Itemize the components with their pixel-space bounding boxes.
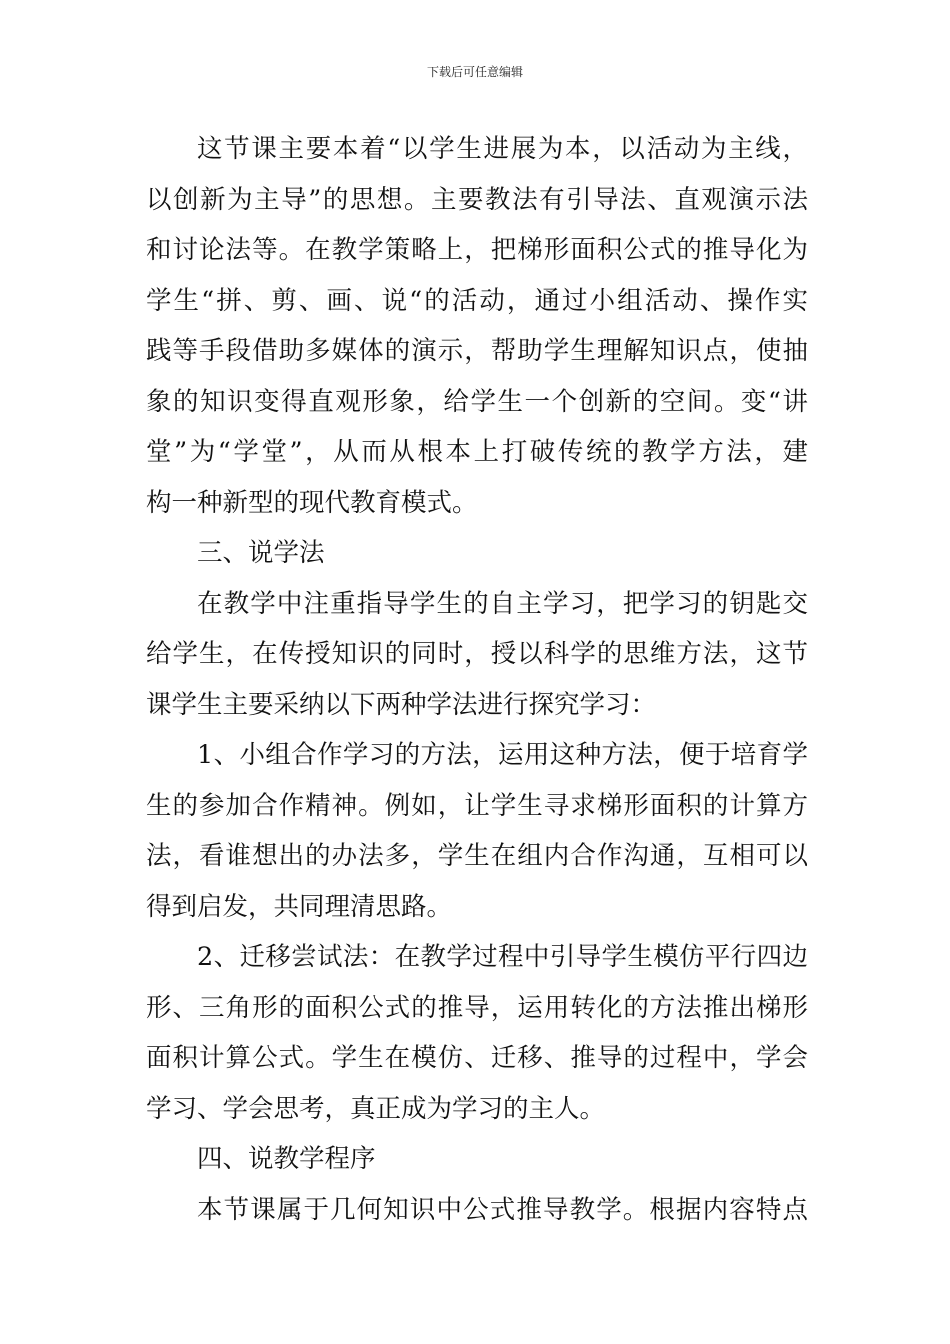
text-line: 践等手段借助多媒体的演示，帮助学生理解知识点，使抽: [146, 336, 808, 366]
text-line: 得到启发，共同理清思路。: [146, 891, 453, 922]
section-heading-teaching-procedure: 四、说教学程序: [197, 1144, 376, 1174]
text-line: 形、三角形的面积公式的推导，运用转化的方法推出梯形: [146, 992, 808, 1023]
text-line: 象的知识变得直观形象，给学生一个创新的空间。变“讲: [146, 386, 808, 417]
page-header: 下载后可任意编辑: [426, 65, 523, 79]
text-line: 学习、学会思考，真正成为学习的主人。: [146, 1093, 606, 1124]
text-line: 法，看谁想出的办法多，学生在组内合作沟通，互相可以: [146, 841, 808, 871]
text-line: 2、迁移尝试法：在教学过程中引导学生模仿平行四边: [197, 942, 808, 972]
section-heading-study-methods: 三、说学法: [197, 538, 325, 568]
text-line: 构一种新型的现代教育模式。: [146, 487, 478, 518]
text-line: 给学生，在传授知识的同时，授以科学的思维方法，这节: [146, 639, 808, 669]
text-line: 和讨论法等。在教学策略上，把梯形面积公式的推导化为: [146, 235, 808, 265]
text-line: 本节课属于几何知识中公式推导教学。根据内容特点: [197, 1194, 808, 1225]
text-line: 1、小组合作学习的方法，运用这种方法，便于培育学: [197, 740, 808, 770]
text-line: 在教学中注重指导学生的自主学习，把学习的钥匙交: [197, 588, 808, 619]
text-line: 以创新为主导”的思想。主要教法有引导法、直观演示法: [146, 184, 808, 215]
text-line: 课学生主要采纳以下两种学法进行探究学习：: [146, 689, 657, 720]
text-line: 堂”为“学堂”，从而从根本上打破传统的教学方法，建: [146, 437, 808, 467]
document-body: [146, 124, 808, 1235]
text-line: 生的参加合作精神。例如，让学生寻求梯形面积的计算方: [146, 790, 808, 821]
text-line: 这节课主要本着“以学生进展为本，以活动为主线，: [197, 134, 808, 164]
text-line: 面积计算公式。学生在模仿、迁移、推导的过程中，学会: [146, 1043, 808, 1073]
text-line: 学生“拼、剪、画、说“的活动，通过小组活动、操作实: [146, 285, 808, 316]
